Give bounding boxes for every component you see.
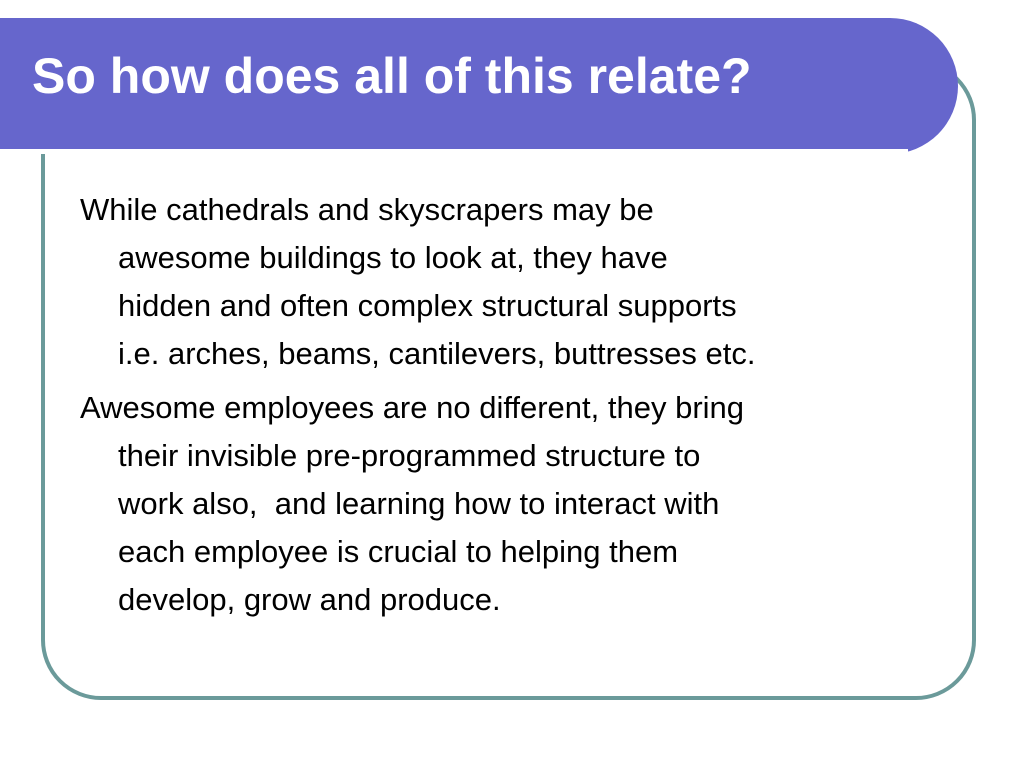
bullet-item-1 — [80, 186, 950, 378]
bullet-2-line-3: work also, and learning how to interact with — [118, 486, 720, 521]
bullet-2-line-5: develop, grow and produce. — [118, 582, 501, 617]
bullet-list — [80, 186, 950, 630]
bullet-1-line-2: awesome buildings to look at, they have — [118, 240, 668, 275]
bullet-1-line-4: i.e. arches, beams, cantilevers, buttresses etc. — [118, 336, 756, 371]
slide-title: So how does all of this relate? — [32, 48, 752, 104]
bullet-1-line-1: While cathedrals and skyscrapers may be — [80, 192, 654, 227]
bullet-2-line-1: Awesome employees are no different, they bring — [80, 390, 745, 425]
title-underline — [0, 149, 908, 154]
bullet-2-line-2: their invisible pre-programmed structure to — [118, 438, 701, 473]
bullet-item-2 — [80, 384, 950, 624]
bullet-1-line-3: hidden and often complex structural supports — [118, 288, 737, 323]
bullet-2-line-4: each employee is crucial to helping them — [118, 534, 679, 569]
